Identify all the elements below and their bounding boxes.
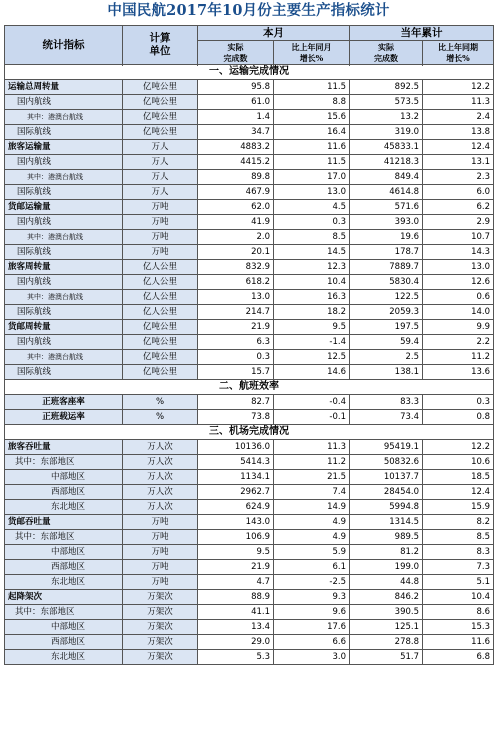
row-unit: 万吨	[123, 545, 198, 560]
ytd-actual-value: 51.7	[350, 650, 423, 665]
row-unit: 万吨	[123, 215, 198, 230]
row-label: 旅客运输量	[5, 140, 123, 155]
month-actual-value: 6.3	[198, 335, 274, 350]
ytd-yoy-value: 14.0	[423, 305, 494, 320]
row-unit: 万吨	[123, 515, 198, 530]
month-yoy-value: 4.5	[274, 200, 350, 215]
ytd-actual-value: 73.4	[350, 410, 423, 425]
header-ytd: 当年累计	[350, 26, 494, 41]
month-yoy-value: 5.9	[274, 545, 350, 560]
table-row	[5, 215, 494, 230]
month-actual-value: 0.3	[198, 350, 274, 365]
ytd-actual-value: 2.5	[350, 350, 423, 365]
table-row	[5, 200, 494, 215]
ytd-actual-value: 5830.4	[350, 275, 423, 290]
month-yoy-value: 9.5	[274, 320, 350, 335]
ytd-actual-value: 892.5	[350, 80, 423, 95]
table-row	[5, 650, 494, 665]
ytd-yoy-value: 8.2	[423, 515, 494, 530]
row-label: 其中：港澳台航线	[5, 170, 123, 185]
statistics-table	[4, 25, 494, 665]
section-header-row	[5, 380, 494, 395]
table-row	[5, 470, 494, 485]
month-actual-value: 73.8	[198, 410, 274, 425]
month-actual-value: 29.0	[198, 635, 274, 650]
row-unit: 万架次	[123, 650, 198, 665]
row-unit: 万人次	[123, 440, 198, 455]
table-row	[5, 320, 494, 335]
month-yoy-value: 15.6	[274, 110, 350, 125]
row-unit: 亿人公里	[123, 290, 198, 305]
row-unit: 亿吨公里	[123, 125, 198, 140]
row-label: 旅客吞吐量	[5, 440, 123, 455]
ytd-yoy-value: 10.4	[423, 590, 494, 605]
ytd-yoy-value: 2.2	[423, 335, 494, 350]
row-unit: 万吨	[123, 200, 198, 215]
row-label: 东北地区	[5, 500, 123, 515]
month-actual-value: 214.7	[198, 305, 274, 320]
ytd-actual-value: 849.4	[350, 170, 423, 185]
section-title: 三、机场完成情况	[5, 425, 494, 440]
month-actual-value: 2962.7	[198, 485, 274, 500]
ytd-yoy-value: 12.4	[423, 140, 494, 155]
ytd-actual-value: 573.5	[350, 95, 423, 110]
month-yoy-value: 16.4	[274, 125, 350, 140]
month-yoy-value: -0.1	[274, 410, 350, 425]
row-unit: 万人	[123, 170, 198, 185]
row-label: 正班客座率	[5, 395, 123, 410]
ytd-yoy-value: 0.3	[423, 395, 494, 410]
row-label: 中部地区	[5, 470, 123, 485]
month-actual-value: 832.9	[198, 260, 274, 275]
row-label: 其中：港澳台航线	[5, 350, 123, 365]
month-yoy-value: 14.9	[274, 500, 350, 515]
table-row	[5, 605, 494, 620]
ytd-actual-value: 4614.8	[350, 185, 423, 200]
month-actual-value: 13.4	[198, 620, 274, 635]
month-actual-value: 89.8	[198, 170, 274, 185]
table-row	[5, 155, 494, 170]
ytd-actual-value: 19.6	[350, 230, 423, 245]
table-row	[5, 545, 494, 560]
row-unit: 亿吨公里	[123, 110, 198, 125]
month-yoy-value: 0.3	[274, 215, 350, 230]
row-label: 东北地区	[5, 650, 123, 665]
ytd-yoy-value: 11.2	[423, 350, 494, 365]
row-unit: 万人次	[123, 500, 198, 515]
table-row	[5, 110, 494, 125]
ytd-actual-value: 571.6	[350, 200, 423, 215]
table-row	[5, 560, 494, 575]
ytd-actual-value: 7889.7	[350, 260, 423, 275]
table-row	[5, 350, 494, 365]
row-unit: 亿吨公里	[123, 365, 198, 380]
month-actual-value: 13.0	[198, 290, 274, 305]
ytd-actual-value: 5994.8	[350, 500, 423, 515]
ytd-yoy-value: 8.3	[423, 545, 494, 560]
ytd-actual-value: 44.8	[350, 575, 423, 590]
table-row	[5, 305, 494, 320]
month-actual-value: 62.0	[198, 200, 274, 215]
month-actual-value: 1.4	[198, 110, 274, 125]
row-label: 西部地区	[5, 485, 123, 500]
month-actual-value: 5414.3	[198, 455, 274, 470]
month-actual-value: 106.9	[198, 530, 274, 545]
ytd-actual-value: 390.5	[350, 605, 423, 620]
ytd-actual-value: 197.5	[350, 320, 423, 335]
ytd-yoy-value: 2.4	[423, 110, 494, 125]
ytd-actual-value: 95419.1	[350, 440, 423, 455]
table-body	[5, 65, 494, 665]
ytd-actual-value: 989.5	[350, 530, 423, 545]
ytd-actual-value: 846.2	[350, 590, 423, 605]
row-label: 国内航线	[5, 275, 123, 290]
table-row	[5, 530, 494, 545]
ytd-actual-value: 199.0	[350, 560, 423, 575]
ytd-yoy-value: 6.0	[423, 185, 494, 200]
ytd-yoy-value: 0.6	[423, 290, 494, 305]
month-yoy-value: 3.0	[274, 650, 350, 665]
month-actual-value: 9.5	[198, 545, 274, 560]
ytd-yoy-value: 12.2	[423, 440, 494, 455]
row-unit: 亿吨公里	[123, 320, 198, 335]
table-row	[5, 500, 494, 515]
header-indicator: 统计指标	[5, 26, 123, 65]
section-title: 二、航班效率	[5, 380, 494, 395]
row-label: 国际航线	[5, 185, 123, 200]
ytd-yoy-value: 6.2	[423, 200, 494, 215]
row-label: 货邮吞吐量	[5, 515, 123, 530]
table-row	[5, 410, 494, 425]
month-yoy-value: 11.6	[274, 140, 350, 155]
month-actual-value: 82.7	[198, 395, 274, 410]
month-yoy-value: 9.3	[274, 590, 350, 605]
ytd-actual-value: 45833.1	[350, 140, 423, 155]
row-unit: 万吨	[123, 530, 198, 545]
row-label: 运输总周转量	[5, 80, 123, 95]
row-label: 国内航线	[5, 155, 123, 170]
ytd-yoy-value: 6.8	[423, 650, 494, 665]
table-row	[5, 230, 494, 245]
ytd-actual-value: 138.1	[350, 365, 423, 380]
ytd-yoy-value: 12.4	[423, 485, 494, 500]
row-unit: 万吨	[123, 230, 198, 245]
row-label: 其中：东部地区	[5, 605, 123, 620]
table-row	[5, 275, 494, 290]
month-yoy-value: 13.0	[274, 185, 350, 200]
month-yoy-value: 4.9	[274, 515, 350, 530]
table-row	[5, 395, 494, 410]
ytd-yoy-value: 14.3	[423, 245, 494, 260]
row-label: 国际航线	[5, 305, 123, 320]
ytd-yoy-value: 2.9	[423, 215, 494, 230]
ytd-yoy-value: 13.0	[423, 260, 494, 275]
ytd-actual-value: 81.2	[350, 545, 423, 560]
month-actual-value: 15.7	[198, 365, 274, 380]
month-yoy-value: -1.4	[274, 335, 350, 350]
row-label: 正班载运率	[5, 410, 123, 425]
month-yoy-value: -0.4	[274, 395, 350, 410]
table-row	[5, 455, 494, 470]
ytd-yoy-value: 2.3	[423, 170, 494, 185]
month-actual-value: 34.7	[198, 125, 274, 140]
month-yoy-value: 6.6	[274, 635, 350, 650]
row-unit: 万吨	[123, 560, 198, 575]
month-yoy-value: 6.1	[274, 560, 350, 575]
row-label: 国际航线	[5, 365, 123, 380]
month-yoy-value: 14.5	[274, 245, 350, 260]
row-unit: 万吨	[123, 245, 198, 260]
month-yoy-value: 11.5	[274, 80, 350, 95]
ytd-yoy-value: 13.1	[423, 155, 494, 170]
header-month: 本月	[198, 26, 350, 41]
header-unit: 计算 单位	[123, 26, 198, 65]
table-row	[5, 245, 494, 260]
month-actual-value: 41.1	[198, 605, 274, 620]
row-unit: 万人次	[123, 485, 198, 500]
row-label: 国内航线	[5, 95, 123, 110]
table-row	[5, 290, 494, 305]
row-unit: 亿吨公里	[123, 350, 198, 365]
row-label: 国际航线	[5, 125, 123, 140]
month-actual-value: 4883.2	[198, 140, 274, 155]
ytd-actual-value: 28454.0	[350, 485, 423, 500]
row-label: 其中：东部地区	[5, 455, 123, 470]
row-unit: %	[123, 395, 198, 410]
row-label: 其中：港澳台航线	[5, 230, 123, 245]
row-label: 国际航线	[5, 245, 123, 260]
month-yoy-value: 9.6	[274, 605, 350, 620]
table-row	[5, 635, 494, 650]
month-yoy-value: 17.0	[274, 170, 350, 185]
ytd-actual-value: 125.1	[350, 620, 423, 635]
ytd-actual-value: 41218.3	[350, 155, 423, 170]
ytd-actual-value: 122.5	[350, 290, 423, 305]
month-yoy-value: 12.5	[274, 350, 350, 365]
table-row	[5, 620, 494, 635]
month-yoy-value: 7.4	[274, 485, 350, 500]
row-label: 中部地区	[5, 620, 123, 635]
table-row	[5, 140, 494, 155]
month-actual-value: 88.9	[198, 590, 274, 605]
month-actual-value: 467.9	[198, 185, 274, 200]
month-actual-value: 21.9	[198, 320, 274, 335]
section-header-row	[5, 65, 494, 80]
table-row	[5, 515, 494, 530]
row-label: 其中：港澳台航线	[5, 290, 123, 305]
month-actual-value: 4415.2	[198, 155, 274, 170]
row-label: 西部地区	[5, 560, 123, 575]
ytd-yoy-value: 13.6	[423, 365, 494, 380]
row-label: 其中：东部地区	[5, 530, 123, 545]
ytd-actual-value: 13.2	[350, 110, 423, 125]
month-actual-value: 95.8	[198, 80, 274, 95]
month-actual-value: 41.9	[198, 215, 274, 230]
month-actual-value: 1134.1	[198, 470, 274, 485]
row-unit: 万人次	[123, 455, 198, 470]
month-yoy-value: 14.6	[274, 365, 350, 380]
month-yoy-value: 12.3	[274, 260, 350, 275]
row-unit: 万架次	[123, 620, 198, 635]
month-yoy-value: 4.9	[274, 530, 350, 545]
row-label: 国内航线	[5, 335, 123, 350]
ytd-yoy-value: 5.1	[423, 575, 494, 590]
ytd-yoy-value: 12.2	[423, 80, 494, 95]
ytd-yoy-value: 0.8	[423, 410, 494, 425]
ytd-yoy-value: 8.5	[423, 530, 494, 545]
month-actual-value: 21.9	[198, 560, 274, 575]
ytd-yoy-value: 9.9	[423, 320, 494, 335]
row-label: 旅客周转量	[5, 260, 123, 275]
month-actual-value: 618.2	[198, 275, 274, 290]
row-unit: 亿吨公里	[123, 335, 198, 350]
row-unit: 万架次	[123, 635, 198, 650]
ytd-actual-value: 393.0	[350, 215, 423, 230]
month-actual-value: 4.7	[198, 575, 274, 590]
month-yoy-value: 18.2	[274, 305, 350, 320]
month-yoy-value: -2.5	[274, 575, 350, 590]
ytd-yoy-value: 12.6	[423, 275, 494, 290]
ytd-yoy-value: 10.6	[423, 455, 494, 470]
row-unit: 万吨	[123, 575, 198, 590]
section-title: 一、运输完成情况	[5, 65, 494, 80]
ytd-actual-value: 2059.3	[350, 305, 423, 320]
month-actual-value: 61.0	[198, 95, 274, 110]
section-header-row	[5, 425, 494, 440]
row-unit: 万人	[123, 140, 198, 155]
row-label: 国内航线	[5, 215, 123, 230]
row-label: 东北地区	[5, 575, 123, 590]
ytd-actual-value: 50832.6	[350, 455, 423, 470]
table-row	[5, 80, 494, 95]
ytd-yoy-value: 15.3	[423, 620, 494, 635]
month-actual-value: 624.9	[198, 500, 274, 515]
ytd-yoy-value: 13.8	[423, 125, 494, 140]
row-label: 中部地区	[5, 545, 123, 560]
header-month-yoy: 比上年同月 增长%	[274, 41, 350, 65]
row-unit: 亿吨公里	[123, 80, 198, 95]
row-label: 西部地区	[5, 635, 123, 650]
row-unit: 亿吨公里	[123, 95, 198, 110]
month-actual-value: 2.0	[198, 230, 274, 245]
ytd-actual-value: 59.4	[350, 335, 423, 350]
ytd-actual-value: 278.8	[350, 635, 423, 650]
table-row	[5, 590, 494, 605]
ytd-yoy-value: 18.5	[423, 470, 494, 485]
ytd-actual-value: 178.7	[350, 245, 423, 260]
month-yoy-value: 11.2	[274, 455, 350, 470]
month-yoy-value: 11.3	[274, 440, 350, 455]
month-actual-value: 143.0	[198, 515, 274, 530]
table-row	[5, 95, 494, 110]
row-unit: 万人	[123, 155, 198, 170]
ytd-actual-value: 83.3	[350, 395, 423, 410]
month-yoy-value: 11.5	[274, 155, 350, 170]
header-month-actual: 实际 完成数	[198, 41, 274, 65]
page-title: 中国民航2017年10月份主要生产指标统计	[107, 2, 390, 19]
ytd-actual-value: 1314.5	[350, 515, 423, 530]
table-row	[5, 575, 494, 590]
table-row	[5, 185, 494, 200]
table-row	[5, 260, 494, 275]
ytd-yoy-value: 7.3	[423, 560, 494, 575]
row-unit: 亿人公里	[123, 260, 198, 275]
row-unit: 万架次	[123, 605, 198, 620]
row-label: 其中：港澳台航线	[5, 110, 123, 125]
ytd-yoy-value: 10.7	[423, 230, 494, 245]
ytd-actual-value: 10137.7	[350, 470, 423, 485]
month-actual-value: 10136.0	[198, 440, 274, 455]
table-row	[5, 170, 494, 185]
month-yoy-value: 17.6	[274, 620, 350, 635]
row-unit: 万架次	[123, 590, 198, 605]
month-actual-value: 5.3	[198, 650, 274, 665]
row-unit: %	[123, 410, 198, 425]
month-yoy-value: 21.5	[274, 470, 350, 485]
table-row	[5, 485, 494, 500]
table-row	[5, 440, 494, 455]
row-label: 货邮周转量	[5, 320, 123, 335]
header-ytd-yoy: 比上年同期 增长%	[423, 41, 494, 65]
ytd-actual-value: 319.0	[350, 125, 423, 140]
row-unit: 亿人公里	[123, 275, 198, 290]
month-actual-value: 20.1	[198, 245, 274, 260]
ytd-yoy-value: 8.6	[423, 605, 494, 620]
ytd-yoy-value: 11.3	[423, 95, 494, 110]
row-label: 起降架次	[5, 590, 123, 605]
ytd-yoy-value: 11.6	[423, 635, 494, 650]
ytd-yoy-value: 15.9	[423, 500, 494, 515]
table-row	[5, 125, 494, 140]
row-unit: 万人	[123, 185, 198, 200]
row-label: 货邮运输量	[5, 200, 123, 215]
table-row	[5, 365, 494, 380]
month-yoy-value: 8.5	[274, 230, 350, 245]
month-yoy-value: 10.4	[274, 275, 350, 290]
month-yoy-value: 8.8	[274, 95, 350, 110]
header-ytd-actual: 实际 完成数	[350, 41, 423, 65]
table-row	[5, 335, 494, 350]
row-unit: 万人次	[123, 470, 198, 485]
month-yoy-value: 16.3	[274, 290, 350, 305]
row-unit: 亿人公里	[123, 305, 198, 320]
